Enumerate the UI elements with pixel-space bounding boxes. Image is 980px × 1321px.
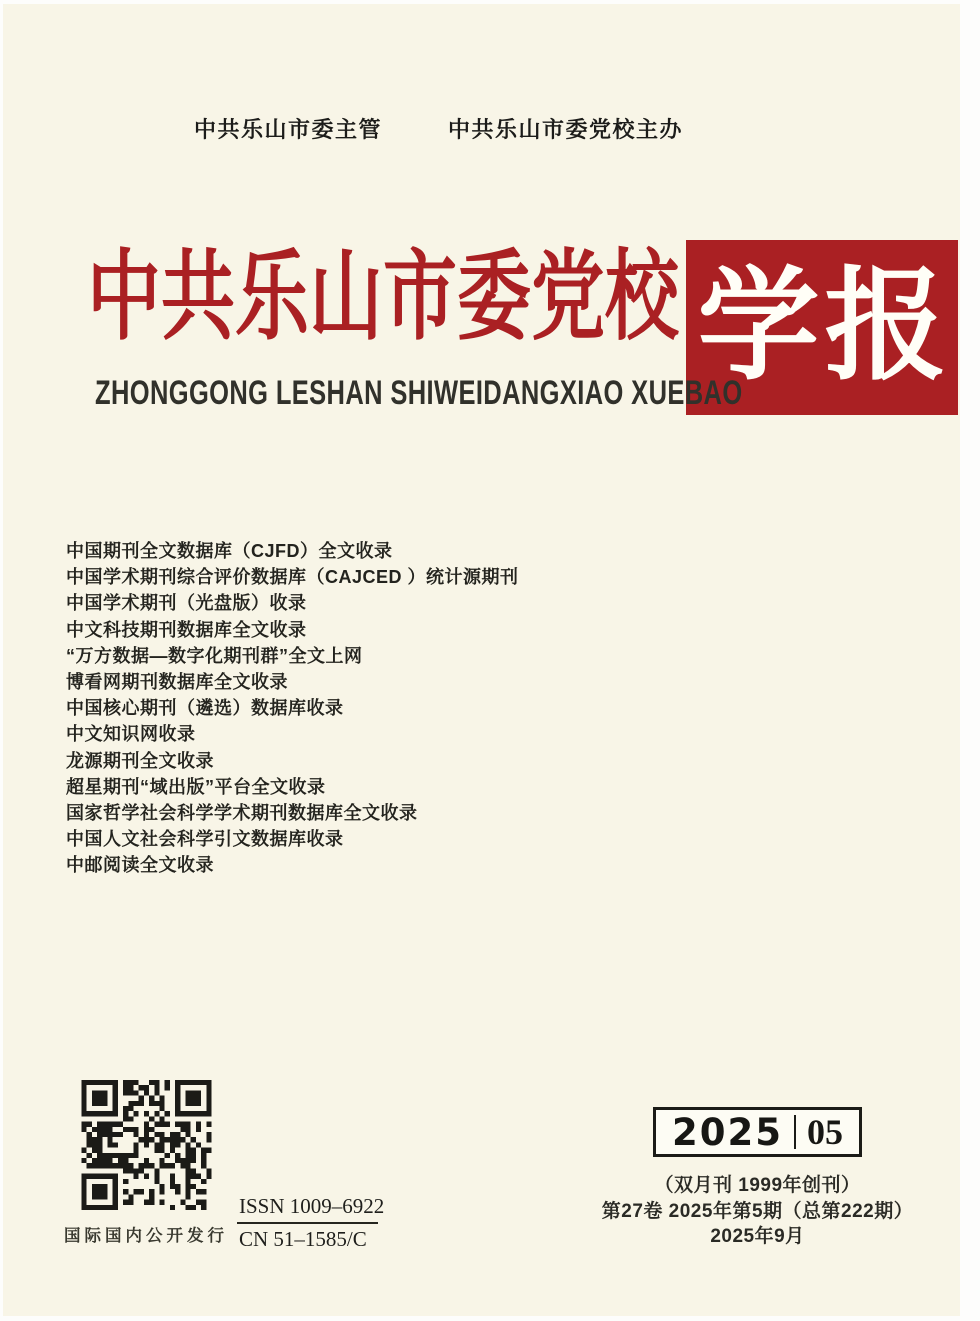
masthead-credits — [194, 113, 683, 144]
indexing-item: “万方数据—数字化期刊群”全文上网 — [66, 645, 363, 666]
indexing-item: 中国学术期刊综合评价数据库（CAJCED ）统计源期刊 — [66, 567, 519, 588]
journal-title-suffix: 学报 — [697, 259, 952, 395]
indexing-item: 超星期刊“域出版”平台全文收录 — [66, 776, 326, 797]
journal-title-pinyin: ZHONGGONG LESHAN SHIWEIDANGXIAO XUEBAO — [95, 374, 743, 412]
indexing-item: 中国人文社会科学引文数据库收录 — [66, 829, 344, 850]
issue-divider — [794, 1115, 796, 1149]
date-line: 2025年9月 — [710, 1226, 805, 1247]
indexing-item: 中国期刊全文数据库（CJFD）全文收录 — [66, 541, 393, 561]
indexing-item: 中邮阅读全文收录 — [66, 855, 214, 876]
issue-year: 2025 — [672, 1110, 783, 1154]
frequency-line: （双月刊 1999年创刊） — [654, 1175, 861, 1196]
issn-block — [237, 1194, 386, 1252]
indexing-item: 中国核心期刊（遴选）数据库收录 — [66, 698, 344, 719]
indexing-item: 国家哲学社会科学学术期刊数据库全文收录 — [66, 803, 418, 824]
cn-number: CN 51–1585/C — [239, 1227, 367, 1251]
issue-box — [653, 1107, 862, 1157]
journal-title-chinese: 中共乐山市委党校 — [87, 244, 679, 352]
distribution-text: 国际国内公开发行 — [64, 1227, 228, 1245]
issue-number: 05 — [806, 1112, 843, 1152]
indexing-item: 中文科技期刊数据库全文收录 — [66, 619, 307, 640]
indexing-item: 博看网期刊数据库全文收录 — [66, 672, 288, 693]
indexing-item: 龙源期刊全文收录 — [66, 750, 214, 771]
indexing-item: 中文知识网收录 — [66, 724, 196, 745]
volume-line: 第27卷 2025年第5期（总第222期） — [601, 1201, 914, 1222]
organizer-text: 中共乐山市委党校主办 — [448, 117, 684, 142]
supervisor-text: 中共乐山市委主管 — [194, 117, 383, 142]
issn-number: ISSN 1009–6922 — [239, 1194, 385, 1218]
qr-code — [80, 1080, 213, 1210]
indexing-list — [66, 538, 519, 879]
indexing-item: 中国学术期刊（光盘版）收录 — [66, 593, 307, 614]
